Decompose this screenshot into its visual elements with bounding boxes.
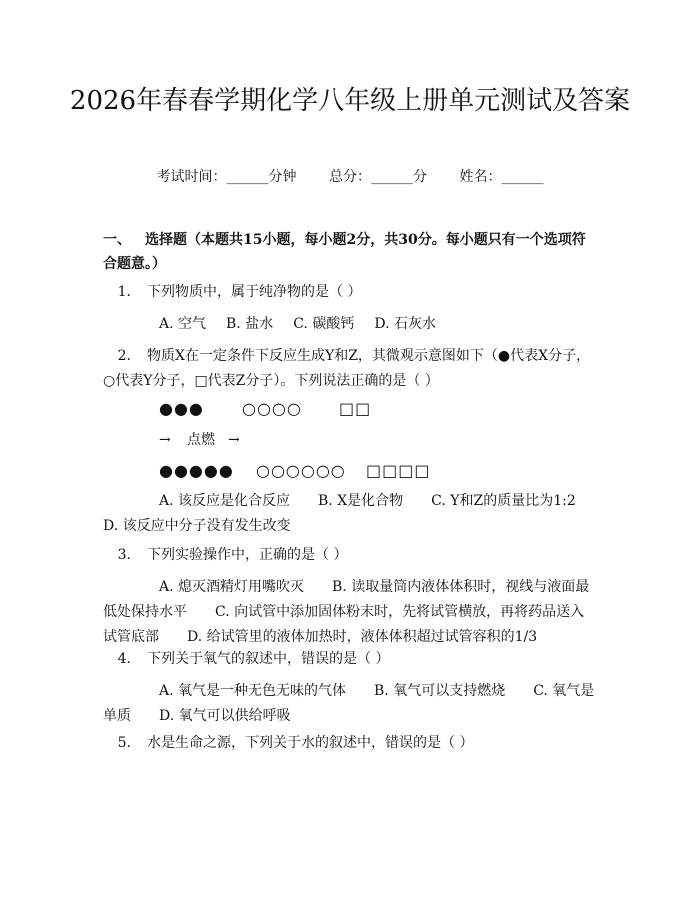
section-text: 选择题（本题共15小题，每小题2分，共30分。每小题只有一个选项符合题意。） bbox=[103, 232, 586, 272]
question-4 bbox=[103, 647, 598, 672]
section-number: 一、 bbox=[103, 232, 131, 248]
exam-meta bbox=[0, 167, 700, 187]
question-2 bbox=[103, 344, 598, 394]
diagram-x-molecules: ●●● bbox=[159, 399, 204, 418]
question-stem: 水是生命之源，下列关于水的叙述中，错误的是（ ） bbox=[147, 735, 474, 751]
question-number: 1. bbox=[117, 284, 131, 300]
section-heading bbox=[103, 228, 598, 276]
question-stem: 下列物质中，属于纯净物的是（ ） bbox=[147, 284, 362, 300]
options-text: A. 该反应是化合反应 B. X是化合物 C. Y和Z的质量比为1:2 D. 该反应中分子没有发生改变 bbox=[103, 493, 604, 534]
exam-name: 姓名：______ bbox=[459, 169, 544, 185]
question-number: 3. bbox=[117, 547, 131, 563]
arrow-left-icon: → bbox=[159, 432, 171, 448]
option-d: D. 石灰水 bbox=[374, 316, 436, 332]
option-b: B. 盐水 bbox=[226, 316, 274, 332]
question-5 bbox=[103, 731, 598, 756]
diagram-y-molecules-after: ○○○○○○ bbox=[256, 461, 346, 480]
question-3-options bbox=[103, 575, 598, 650]
options-text: A. 熄灭酒精灯用嘴吹灭 B. 读取量筒内液体体积时，视线与液面最低处保持水平 C. 向试管中添加固体粉末时，先将试管横放，再将药品送入试管底部 D. 给试管里的液体加热时，液体体积超过试管容积的1/3 bbox=[103, 579, 590, 645]
diagram-y-molecules: ○○○○ bbox=[242, 399, 302, 418]
exam-score: 总分：______分 bbox=[329, 169, 427, 185]
question-stem: 物质X在一定条件下反应生成Y和Z，其微观示意图如下（●代表X分子，○代表Y分子，□代表Z分子）。下列说法正确的是（ ） bbox=[103, 348, 591, 389]
question-1-options bbox=[103, 312, 598, 337]
question-4-options bbox=[103, 679, 598, 729]
diagram-z-molecules: □□ bbox=[339, 399, 372, 418]
arrow-right-icon: → bbox=[228, 432, 240, 448]
question-stem: 下列实验操作中，正确的是（ ） bbox=[147, 547, 348, 563]
question-stem: 下列关于氧气的叙述中，错误的是（ ） bbox=[147, 651, 390, 667]
option-a: A. 空气 bbox=[159, 316, 207, 332]
option-c: C. 碳酸钙 bbox=[293, 316, 355, 332]
diagram-z-molecules-after: □□□□ bbox=[366, 461, 431, 480]
question-number: 4. bbox=[117, 651, 131, 667]
question-3 bbox=[103, 543, 598, 568]
question-number: 2. bbox=[117, 348, 131, 364]
exam-time: 考试时间：______分钟 bbox=[156, 169, 297, 185]
options-text: A. 氧气是一种无色无味的气体 B. 氧气可以支持燃烧 C. 氧气是单质 D. 氧气可以供给呼吸 bbox=[103, 683, 595, 724]
question-1 bbox=[103, 280, 598, 305]
reaction-condition: 点燃 bbox=[187, 432, 215, 448]
question-number: 5. bbox=[117, 735, 131, 751]
page-title: 2026年春春学期化学八年级上册单元测试及答案 bbox=[69, 86, 631, 116]
diagram-x-molecules-after: ●●●●● bbox=[159, 461, 234, 480]
question-2-options bbox=[103, 489, 604, 539]
